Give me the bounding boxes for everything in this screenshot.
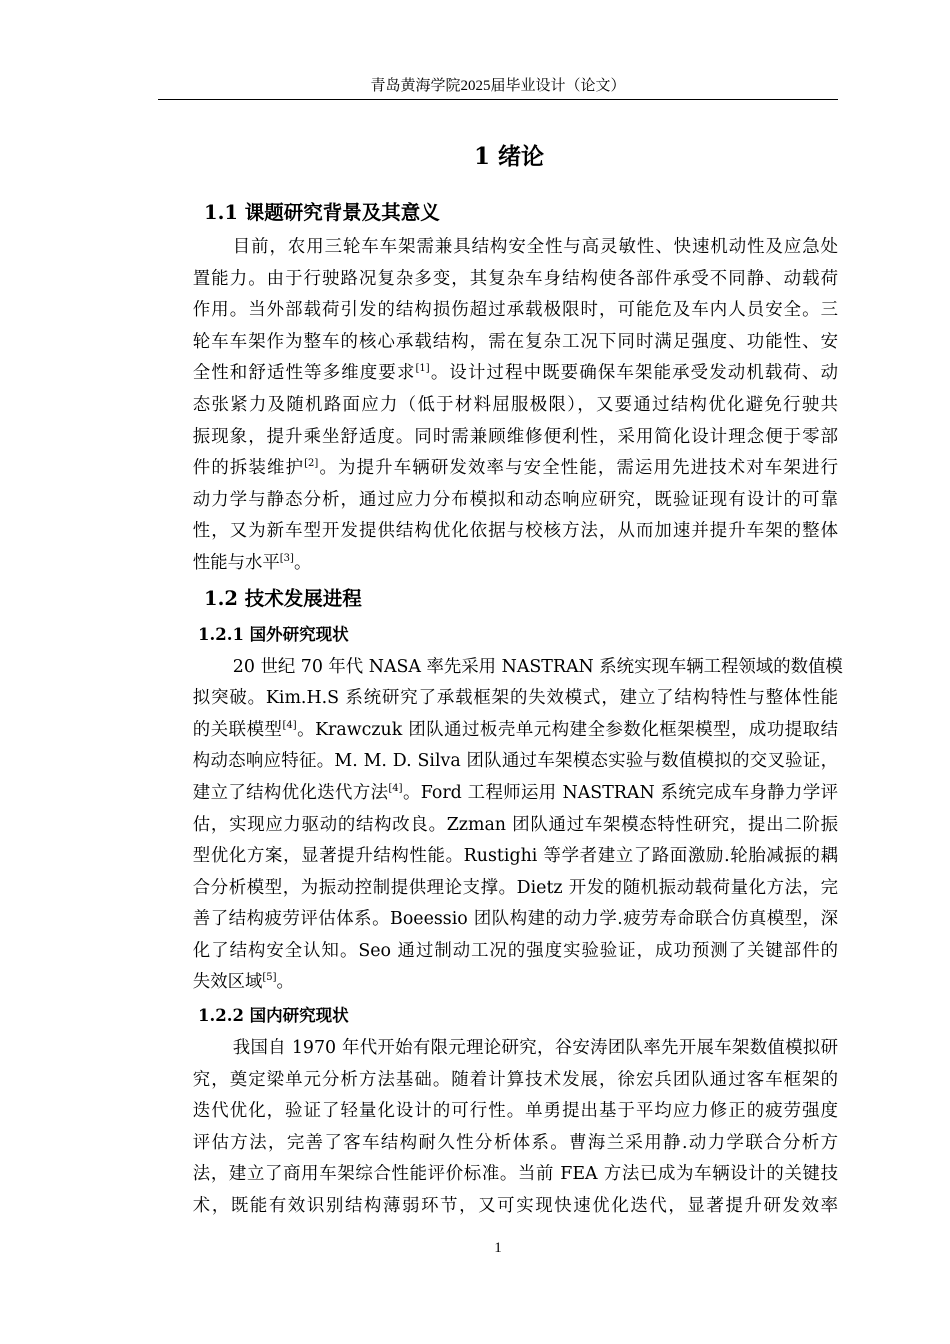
text-line: 合分析模型，为振动控制提供理论支撑。Dietz 开发的随机振动载荷量化方法，完 <box>192 877 838 898</box>
text-line: 估，实现应力驱动的结构改良。Zzman 团队通过车架模态特性研究，提出二阶振 <box>192 814 838 835</box>
text-line: 型优化方案，显著提升结构性能。Rustighi 等学者建立了路面激励.轮胎减振的耦 <box>192 846 838 867</box>
text-line: 置能力。由于行驶路况复杂多变，其复杂车身结构使各部件承受不同静、动载荷 <box>192 268 838 289</box>
text-line <box>158 715 838 747</box>
text-line <box>158 548 838 580</box>
section-heading-1-1: 1.1 课题研究背景及其意义 <box>204 201 440 224</box>
text-line: 作用。当外部载荷引发的结构损伤超过承载极限时，可能危及车内人员安全。三 <box>192 300 838 321</box>
text-fragment: 性能与水平 <box>192 552 280 573</box>
text-fragment: 全性和舒适性等多维度要求 <box>192 363 416 384</box>
subsection-heading-1-2-1: 1.2.1 国外研究现状 <box>198 624 349 644</box>
text-fragment: 失效区域 <box>192 972 263 993</box>
citation-ref: [4] <box>388 782 403 794</box>
text-line <box>158 453 838 485</box>
citation-ref: [5] <box>262 972 277 984</box>
text-fragment: 。Ford 工程师运用 NASTRAN 系统完成车身静力学评 <box>402 782 838 803</box>
text-line: 目前，农用三轮车车架需兼具结构安全性与高灵敏性、快速机动性及应急处 <box>232 237 838 257</box>
page-number: 1 <box>494 1240 502 1256</box>
text-line: 究，奠定梁单元分析方法基础。随着计算技术发展，徐宏兵团队通过客车框架的 <box>192 1069 838 1090</box>
section-heading-1-2: 1.2 技术发展进程 <box>204 586 362 610</box>
citation-ref: [2] <box>304 458 319 470</box>
text-line: 动力学与静态分析，通过应力分布模拟和动态响应研究，既验证现有设计的可靠 <box>192 489 838 510</box>
text-line: 善了结构疲劳评估体系。Boeessio 团队构建的动力学.疲劳寿命联合仿真模型，深 <box>192 909 838 930</box>
text-fragment: 。 <box>276 972 294 993</box>
text-line: 术，既能有效识别结构薄弱环节，又可实现快速优化迭代，显著提升研发效率 <box>192 1196 838 1217</box>
text-fragment: 。设计过程中既要确保车架能承受发动机载荷、动 <box>429 363 838 384</box>
paragraph-domestic-research <box>158 1033 838 1223</box>
citation-ref: [4] <box>282 719 297 731</box>
text-fragment: 。Krawczuk 团队通过板壳单元构建全参数化框架模型，成功提取结 <box>296 719 838 740</box>
text-line <box>158 967 838 999</box>
text-line: 20 世纪 70 年代 NASA 率先采用 NASTRAN 系统实现车辆工程领域的数值模 <box>232 656 843 677</box>
text-line: 我国自 1970 年代开始有限元理论研究，谷安涛团队率先开展车架数值模拟研 <box>232 1038 838 1059</box>
citation-ref: [1] <box>415 363 430 375</box>
subsection-heading-1-2-2: 1.2.2 国内研究现状 <box>198 1006 349 1026</box>
text-line: 拟突破。Kim.H.S 系统研究了承载框架的失效模式，建立了结构特性与整体性能 <box>192 688 838 709</box>
text-line: 轮车车架作为整车的核心承载结构，需在复杂工况下同时满足强度、功能性、安 <box>192 331 838 352</box>
page-header: 青岛黄海学院2025届毕业设计（论文） <box>370 78 626 94</box>
citation-ref: [3] <box>279 552 294 564</box>
text-line <box>158 778 838 810</box>
text-fragment: 。 <box>293 552 312 573</box>
paragraph-background <box>158 232 838 580</box>
text-line: 迭代优化，验证了轻量化设计的可行性。单勇提出基于平均应力修正的疲劳强度 <box>192 1101 838 1122</box>
text-line: 化了结构安全认知。Seo 通过制动工况的强度实验验证，成功预测了关键部件的 <box>192 940 838 961</box>
header-rule <box>158 99 838 100</box>
document-body <box>158 134 843 1223</box>
text-line: 法，建立了商用车架综合性能评价标准。当前 FEA 方法已成为车辆设计的关键技 <box>192 1164 838 1185</box>
text-fragment: 建立了结构优化迭代方法 <box>192 782 389 803</box>
text-line: 评估方法，完善了客车结构耐久性分析体系。曹海兰采用静.动力学联合分析方 <box>192 1132 838 1153</box>
text-line: 性，又为新车型开发提供结构优化依据与校核方法，从而加速并提升车架的整体 <box>192 521 838 542</box>
chapter-title: 1 绪论 <box>473 143 544 170</box>
text-line <box>158 358 838 390</box>
text-line: 构动态响应特征。M. M. D. Silva 团队通过车架模态实验与数值模拟的交叉验证， <box>192 751 838 772</box>
text-fragment: 的关联模型 <box>192 719 283 740</box>
text-line: 振现象，提升乘坐舒适度。同时需兼顾维修便利性，采用简化设计理念便于零部 <box>192 426 838 447</box>
text-line: 态张紧力及随机路面应力（低于材料屈服极限），又要通过结构优化避免行驶共 <box>192 394 838 415</box>
text-fragment: 件的拆装维护 <box>192 458 305 479</box>
text-fragment: 。为提升车辆研发效率与安全性能，需运用先进技术对车架进行 <box>318 458 838 479</box>
paragraph-foreign-research <box>158 652 843 1000</box>
